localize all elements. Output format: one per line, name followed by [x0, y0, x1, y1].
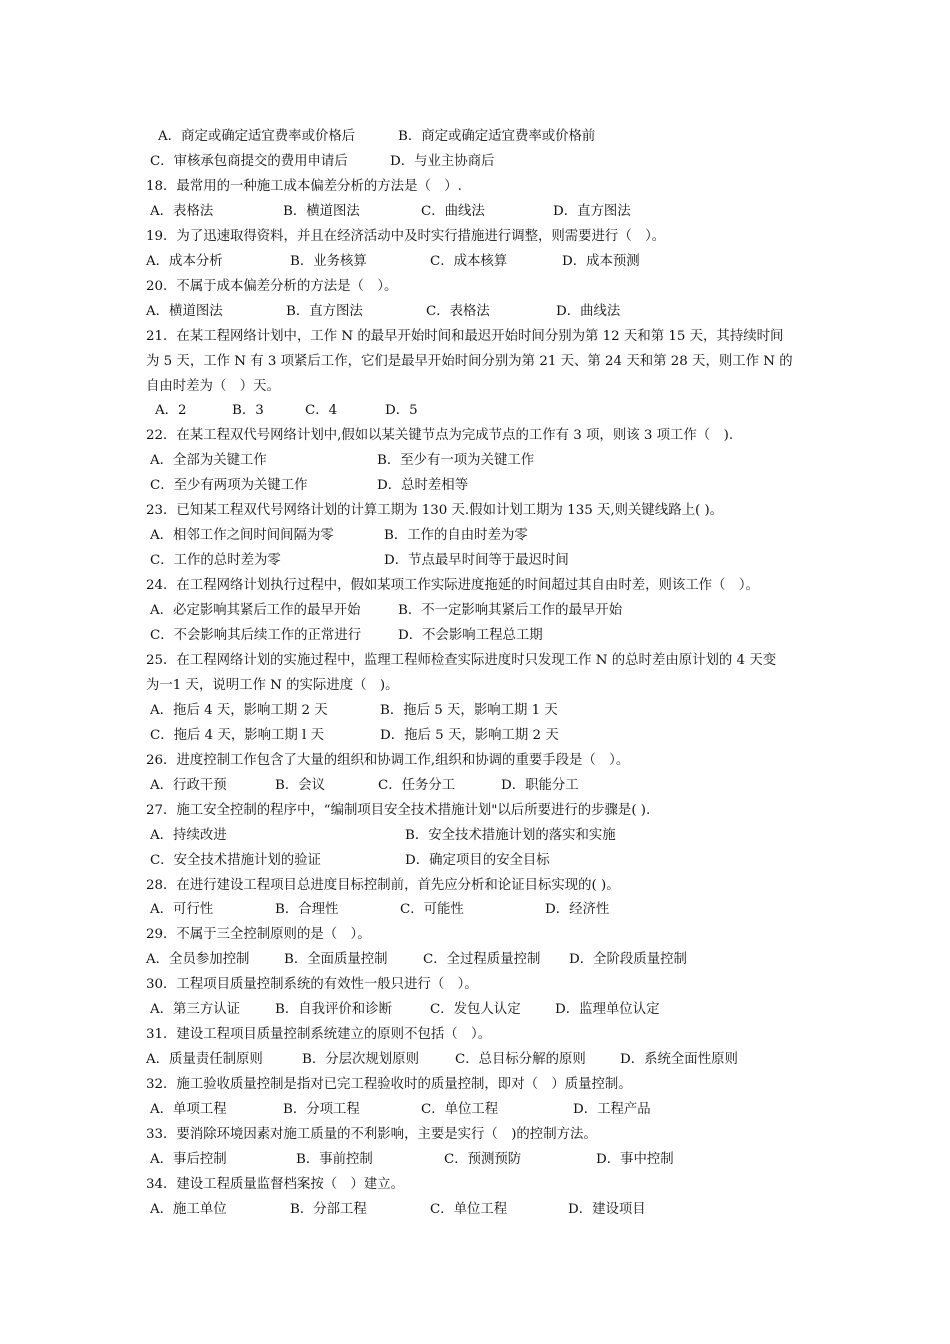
- answer-option: D．监理单位认定: [555, 1002, 660, 1018]
- answer-option: D．节点最早时间等于最迟时间: [384, 553, 569, 569]
- option-row: [0, 199, 950, 224]
- answer-option: A．成本分析: [146, 253, 223, 269]
- option-row: [0, 947, 950, 972]
- question-text: 为 5 天，工作 N 有 3 项紧后工作，它们是最早开始时间分别为第 21 天、第 24 天和第 28 天，则工作 N 的: [146, 353, 793, 369]
- answer-option: C．总目标分解的原则: [455, 1052, 586, 1068]
- answer-option: B．直方图法: [286, 303, 363, 319]
- question-text: 18．最常用的一种施工成本偏差分析的方法是（ ）.: [146, 178, 462, 194]
- option-row: [0, 723, 950, 748]
- option-row: [0, 823, 950, 848]
- answer-option: C．拖后 4 天，影响工期 l 天: [150, 727, 324, 743]
- answer-option: D．系统全面性原则: [620, 1052, 738, 1068]
- answer-option: B．自我评价和诊断: [275, 1002, 392, 1018]
- question-text: 30．工程项目质量控制系统的有效性一般只进行（ ）。: [146, 977, 478, 993]
- question-text: 31．建设工程项目质量控制系统建立的原则不包括（ ）。: [146, 1027, 492, 1043]
- option-row: [0, 997, 950, 1022]
- question-text: 20．不属于成本偏差分析的方法是（ ）。: [146, 278, 398, 294]
- option-row: [0, 598, 950, 623]
- answer-option: A．施工单位: [150, 1201, 227, 1217]
- answer-option: C．单位工程: [421, 1102, 499, 1118]
- answer-option: A．商定或确定适宜费率或价格后: [158, 129, 356, 144]
- question-text: 28．在进行建设工程项目总进度目标控制前，首先应分析和论证目标实现的( )。: [146, 877, 620, 893]
- question-text: 19．为了迅速取得资料，并且在经济活动中及时实行措施进行调整，则需要进行（ ）。: [146, 228, 666, 244]
- answer-option: B．拖后 5 天，影响工期 1 天: [380, 702, 558, 718]
- answer-option: C．可能性: [400, 902, 464, 918]
- answer-option: B．全面质量控制: [284, 952, 388, 968]
- answer-option: A．行政干预: [150, 777, 227, 793]
- answer-option: C．安全技术措施计划的验证: [150, 852, 321, 868]
- answer-option: C．全过程质量控制: [423, 952, 541, 968]
- option-row: [0, 848, 950, 873]
- answer-option: A．相邻工作之间时间间隔为零: [150, 528, 334, 544]
- answer-option: A．第三方认证: [150, 1002, 241, 1018]
- question-text: 21．在某工程网络计划中，工作 N 的最早开始时间和最迟开始时间分别为第 12 天和第 15 天，其持续时间: [146, 328, 784, 344]
- question-text: 22．在某工程双代号网络计划中,假如以某关键节点为完成节点的工作有 3 项，则该 3 项工作（ ).: [146, 428, 734, 444]
- option-row: [0, 299, 950, 324]
- question-text: 24．在工程网络计划执行过程中，假如某项工作实际进度拖延的时间超过其自由时差，则该工作（ ）。: [146, 578, 759, 594]
- answer-option: B．会议: [275, 777, 326, 793]
- answer-option: A．可行性: [150, 902, 214, 918]
- option-row: [0, 249, 950, 274]
- answer-option: A．横道图法: [146, 303, 223, 319]
- answer-option: B．事前控制: [296, 1151, 373, 1167]
- option-row: [0, 548, 950, 573]
- answer-option: D．与业主协商后: [390, 153, 495, 169]
- answer-option: C．至少有两项为关键工作: [150, 478, 308, 494]
- answer-option: B．合理性: [275, 902, 339, 918]
- option-row: [0, 448, 950, 473]
- option-row: [0, 1147, 950, 1172]
- answer-option: D．职能分工: [501, 777, 579, 793]
- answer-option: A．拖后 4 天，影响工期 2 天: [150, 702, 328, 718]
- option-row: [0, 124, 950, 149]
- answer-option: C．发包人认定: [430, 1002, 521, 1018]
- answer-option: D．经济性: [545, 902, 610, 918]
- answer-option: D．拖后 5 天，影响工期 2 天: [380, 727, 559, 743]
- answer-option: B．至少有一项为关键工作: [377, 453, 535, 469]
- answer-option: D．成本预测: [562, 253, 640, 269]
- answer-option: B．工作的自由时差为零: [384, 528, 528, 544]
- answer-option: C．任务分工: [378, 777, 456, 793]
- answer-option: D．全阶段质量控制: [569, 952, 687, 968]
- question-text: 34．建设工程质量监督档案按（ ）建立。: [146, 1176, 405, 1192]
- answer-option: C．审核承包商提交的费用申请后: [150, 153, 348, 169]
- option-row: [0, 698, 950, 723]
- answer-option: B．分部工程: [290, 1201, 367, 1217]
- answer-option: B．分层次规划原则: [302, 1052, 419, 1068]
- question-text: 自由时差为（ ）天。: [146, 378, 280, 394]
- question-text: 32．施工验收质量控制是指对已完工程验收时的质量控制，即对（ ）质量控制。: [146, 1077, 632, 1093]
- answer-option: A．2: [155, 403, 187, 419]
- answer-option: B．3: [232, 403, 264, 419]
- answer-option: C．单位工程: [430, 1201, 508, 1217]
- option-row: [0, 149, 950, 174]
- option-row: [0, 1097, 950, 1122]
- option-row: [0, 398, 950, 423]
- answer-option: A．事后控制: [150, 1151, 227, 1167]
- question-text: 26．进度控制工作包含了大量的组织和协调工作,组织和协调的重要手段是（ ）。: [146, 752, 630, 768]
- answer-option: D．建设项目: [568, 1201, 646, 1217]
- answer-option: C．工作的总时差为零: [150, 553, 281, 569]
- answer-option: C．曲线法: [421, 203, 485, 219]
- answer-option: B．安全技术措施计划的落实和实施: [405, 827, 616, 843]
- answer-option: A．单项工程: [150, 1102, 227, 1118]
- answer-option: C．不会影响其后续工作的正常进行: [150, 628, 362, 643]
- answer-option: B．业务核算: [290, 253, 367, 269]
- question-text: 为一1 天，说明工作 N 的实际进度（ )。: [146, 677, 399, 693]
- answer-option: A．质量责任制原则: [146, 1052, 263, 1068]
- answer-option: D．确定项目的安全目标: [405, 852, 550, 868]
- answer-option: B．横道图法: [283, 203, 360, 219]
- answer-option: C．预测预防: [444, 1151, 522, 1167]
- answer-option: D．5: [385, 403, 418, 419]
- answer-option: D．不会影响工程总工期: [398, 628, 543, 643]
- answer-option: A．全员参加控制: [146, 952, 250, 968]
- option-row: [0, 473, 950, 498]
- answer-option: A．必定影响其紧后工作的最早开始: [150, 603, 361, 619]
- answer-option: B．不一定影响其紧后工作的最早开始: [398, 603, 623, 619]
- option-row: [0, 523, 950, 548]
- answer-option: A．持续改进: [150, 827, 227, 843]
- option-row: [0, 1047, 950, 1072]
- option-row: [0, 773, 950, 798]
- answer-option: D．直方图法: [553, 203, 631, 219]
- answer-option: D．总时差相等: [377, 478, 469, 494]
- answer-option: C．表格法: [426, 303, 490, 319]
- option-row: [0, 897, 950, 922]
- question-text: 27．施工安全控制的程序中，“编制项目安全技术措施计划"以后所要进行的步骤是( ).: [146, 802, 651, 818]
- question-text: 25．在工程网络计划的实施过程中，监理工程师检查实际进度时只发现工作 N 的总时差由原计划的 4 天变: [146, 652, 777, 668]
- answer-option: A．全部为关键工作: [150, 453, 267, 469]
- question-text: 29．不属于三全控制原则的是（ ）。: [146, 927, 371, 943]
- answer-option: C．成本核算: [430, 253, 508, 269]
- answer-option: B．商定或确定适宜费率或价格前: [398, 129, 596, 144]
- answer-option: A．表格法: [150, 203, 214, 219]
- question-text: 33．要消除环境因素对施工质量的不利影响，主要是实行（ )的控制方法。: [146, 1127, 597, 1142]
- answer-option: C．4: [305, 403, 338, 419]
- question-text: 23．已知某工程双代号网络计划的计算工期为 130 天.假如计划工期为 135 天,则关键线路上( )。: [146, 503, 724, 519]
- option-row: [0, 623, 950, 648]
- answer-option: D．事中控制: [596, 1151, 674, 1167]
- option-row: [0, 1197, 950, 1222]
- answer-option: D．曲线法: [556, 303, 621, 319]
- answer-option: B．分项工程: [283, 1102, 360, 1118]
- answer-option: D．工程产品: [573, 1102, 651, 1118]
